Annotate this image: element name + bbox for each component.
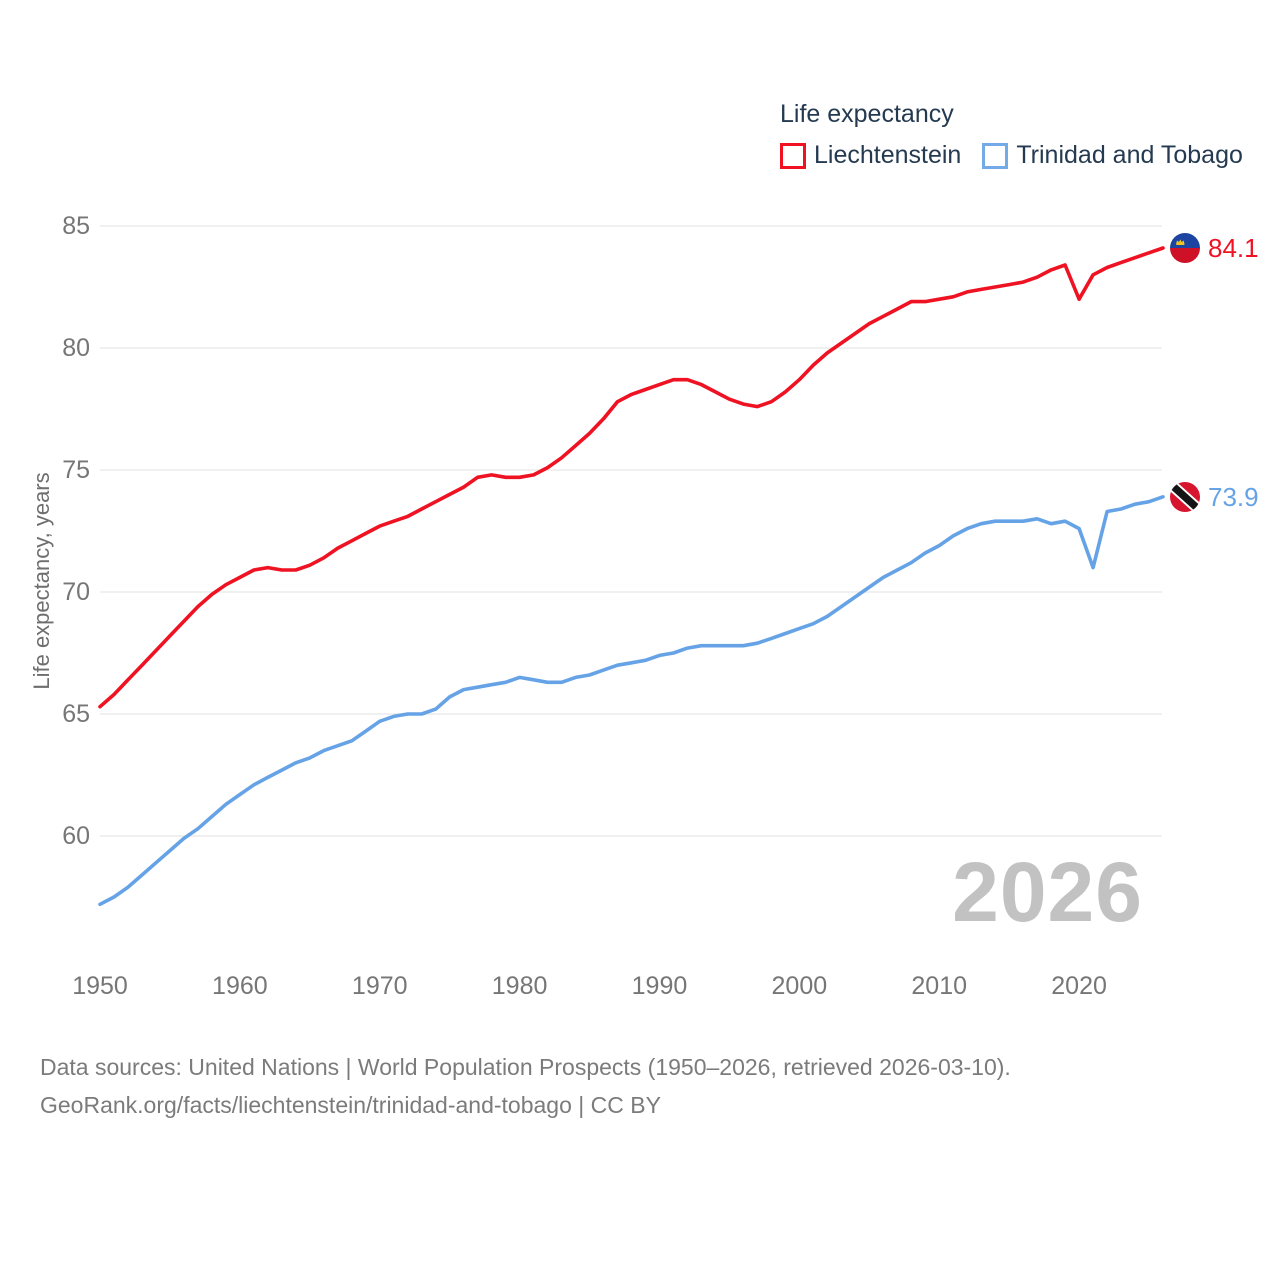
y-axis-tick-label: 75	[62, 456, 90, 484]
trinidad-and-tobago-series-swatch-icon	[982, 143, 1008, 169]
legend-item-label: Trinidad and Tobago	[1016, 141, 1243, 169]
legend-title: Life expectancy	[780, 100, 954, 128]
y-axis-title: Life expectancy, years	[29, 472, 54, 690]
y-axis-tick-label: 80	[62, 334, 90, 362]
year-watermark: 2026	[952, 845, 1143, 939]
liechtenstein-line[interactable]	[100, 248, 1163, 707]
x-axis-tick-label: 2010	[911, 972, 968, 1000]
y-axis-tick-label: 65	[62, 700, 90, 728]
legend-item-liechtenstein[interactable]	[780, 141, 961, 170]
y-axis-tick-label: 70	[62, 578, 90, 606]
x-axis-tick-label: 1970	[351, 972, 408, 1000]
x-axis-tick-label: 1950	[72, 972, 128, 1000]
x-axis-tick-label: 1980	[491, 972, 548, 1000]
y-axis-tick-label: 85	[62, 212, 90, 240]
legend-row	[780, 141, 1243, 170]
end-value-liechtenstein: 84.1	[1208, 232, 1259, 263]
x-axis-tick-label: 1990	[631, 972, 688, 1000]
footer-attribution-link: GeoRank.org/facts/liechtenstein/trinidad-and-tobago | CC BY	[40, 1092, 661, 1118]
series-end-label-trinidad-and-tobago	[1170, 482, 1259, 513]
x-axis-tick-label: 2000	[771, 972, 828, 1000]
legend	[780, 100, 1243, 170]
legend-item-label: Liechtenstein	[814, 141, 962, 169]
liechtenstein-flag-icon	[1170, 233, 1200, 263]
x-axis-tick-label: 1960	[212, 972, 268, 1000]
series-end-label-liechtenstein	[1170, 233, 1259, 264]
footer-data-sources: Data sources: United Nations | World Population Prospects (1950–2026, retrieved 2026-03-10).	[40, 1054, 1011, 1080]
end-value-trinidad-and-tobago: 73.9	[1208, 481, 1259, 512]
x-axis-tick-label: 2020	[1051, 972, 1107, 1000]
trinidad-and-tobago-flag-icon	[1170, 482, 1200, 512]
legend-item-trinidad-and-tobago[interactable]	[982, 141, 1243, 170]
trinidad-and-tobago-line[interactable]	[100, 497, 1163, 905]
footer	[40, 1048, 1011, 1124]
y-axis-tick-label: 60	[62, 822, 90, 850]
liechtenstein-series-swatch-icon	[780, 143, 806, 169]
